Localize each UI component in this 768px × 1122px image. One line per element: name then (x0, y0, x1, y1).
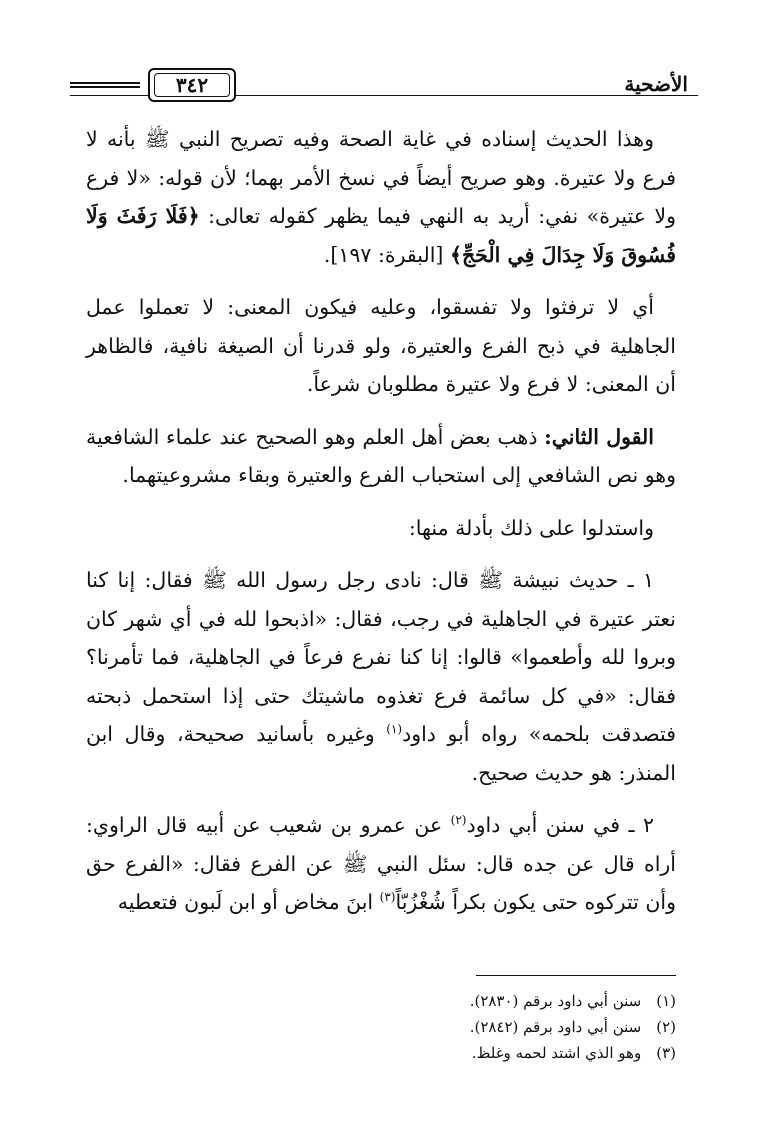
paragraph-1 (86, 120, 676, 274)
footnote-ref-2[interactable]: (٢) (450, 813, 467, 828)
paragraph-5 (86, 561, 676, 792)
footnote-ref-1[interactable]: (١) (386, 722, 403, 737)
footnote-text: وهو الذي اشتد لحمه وغلظ. (471, 1044, 642, 1062)
paragraph-3 (86, 418, 676, 495)
paragraph-6-text-b: عن عمرو بن شعيب عن أبيه قال الراوي: أراه قال عن جده قال: سئل النبي ﷺ عن الفرع فقال: «الفرع حق وأن تتركوه حتى يكون بكراً شُغْزُبّاً (86, 813, 676, 914)
footnotes (86, 988, 676, 1066)
footnote-1 (86, 988, 676, 1014)
paragraph-6-text-c: ابنَ مخاض أو ابن لَبون فتعطيه (117, 890, 380, 914)
paragraph-1-text-b: [البقرة: ١٩٧]. (323, 242, 450, 267)
running-title: الأضحية (624, 72, 688, 96)
paragraph-6-text-a: ٢ ـ في سنن أبي داود (466, 813, 654, 837)
footnote-number: (٢) (656, 1018, 676, 1036)
page-number: ٣٤٢ (154, 73, 230, 97)
footnote-separator (476, 975, 676, 976)
footnote-ref-3[interactable]: (٣) (379, 890, 396, 905)
paragraph-6 (86, 806, 676, 922)
header-ornament (70, 82, 140, 88)
footnote-text: سنن أبي داود برقم (٢٨٤٢). (469, 1018, 642, 1036)
paragraph-5-text-a: ١ ـ حديث نبيشة ﷺ قال: نادى رجل رسول الله ﷺ فقال: إنا كنا نعتر عتيرة في الجاهلية في رجب، فقال: «اذبحوا لله في أي شهر كان وبروا لله وأطعموا» قالوا: إنا كنا نفرع فرعاً في الجاهلية، فما تأمرنا؟ فقال: «في كل سائمة فرع تغذوه ماشيتك حتى إذا استحمل ذبحته فتصدقت بلحمه» رواه أبو داود (86, 568, 676, 746)
page-number-box (148, 68, 236, 102)
paragraph-5-text-b: وغيره بأسانيد صحيحة، وقال ابن المنذر: هو حديث صحيح. (86, 722, 676, 785)
footnote-3 (86, 1040, 676, 1066)
main-text (86, 120, 676, 922)
paragraph-4: واستدلوا على ذلك بأدلة منها: (408, 515, 654, 540)
paragraph-2: أي لا ترفثوا ولا تفسقوا، وعليه فيكون المعنى: لا تعملوا عمل الجاهلية في ذبح الفرع والعتيرة، ولو قدرنا أن الصيغة نافية، فالظاهر أن المعنى: لا فرع ولا عتيرة مطلوبان شرعاً. (86, 295, 676, 396)
page-header (70, 68, 698, 104)
footnote-text: سنن أبي داود برقم (٢٨٣٠). (469, 992, 642, 1010)
footnote-number: (٣) (656, 1044, 676, 1062)
footnote-2 (86, 1014, 676, 1040)
footnote-number: (١) (656, 992, 676, 1010)
second-opinion-label: القول الثاني: (544, 424, 654, 449)
paragraph-1-text-a: وهذا الحديث إسناده في غاية الصحة وفيه تصريح النبي ﷺ بأنه لا فرع ولا عتيرة. وهو صريح أيضاً في نسخ الأمر بهما؛ لأن قوله: «لا فرع ولا عتيرة» نفي: أريد به النهي فيما يظهر كقوله تعالى: (86, 127, 676, 228)
paragraph-3-text: ذهب بعض أهل العلم وهو الصحيح عند علماء الشافعية وهو نص الشافعي إلى استحباب الفرع والعتيرة وبقاء مشروعيتهما. (86, 424, 676, 487)
quran-verse: ﴿فَلَا رَفَثَ وَلَا فُسُوقَ وَلَا جِدَالَ فِي الْحَجِّ﴾ (86, 204, 676, 267)
